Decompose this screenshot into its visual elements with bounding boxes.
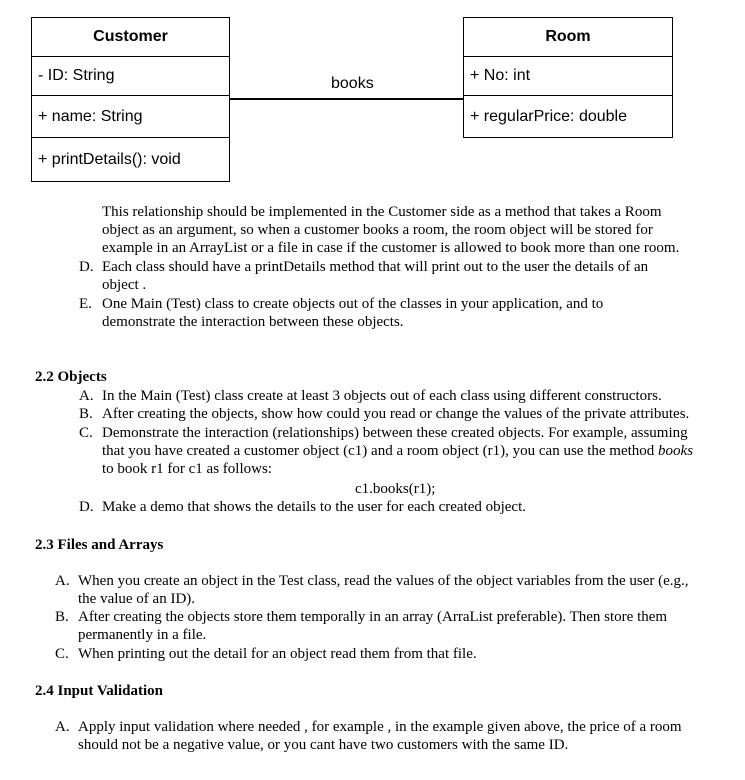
list-item-text: demonstrate the interaction between these objects. <box>102 314 404 330</box>
list-item-text: Apply input validation where needed , for example , in the example given above, the price of a room <box>78 719 682 735</box>
customer-method-printdetails: + printDetails(): void <box>38 151 181 168</box>
section-heading: 2.4 Input Validation <box>35 683 163 699</box>
list-item-text: Each class should have a printDetails method that will print out to the user the details of an <box>102 259 649 275</box>
list-item-text: When printing out the detail for an object read them from that file. <box>78 646 477 662</box>
list-marker: C. <box>79 425 93 441</box>
list-item-text: the value of an ID). <box>78 591 196 607</box>
association-label: books <box>331 75 374 92</box>
paragraph-line: object as an argument, so when a customer books a room, the room object will be stored for <box>102 222 653 238</box>
room-class-title: Room <box>464 18 672 57</box>
list-item-text: Make a demo that shows the details to the user for each created object. <box>102 499 527 515</box>
list-marker: B. <box>55 609 69 625</box>
list-marker: C. <box>55 646 69 662</box>
customer-attr-id: - ID: String <box>32 57 229 96</box>
list-marker: D. <box>79 499 94 515</box>
list-item-text: One Main (Test) class to create objects out of the classes in your application, and to <box>102 296 604 312</box>
room-attr-no: + No: int <box>464 57 672 96</box>
list-item-text: permanently in a file. <box>78 627 207 643</box>
list-marker: A. <box>79 388 94 404</box>
code-example: c1.books(r1); <box>355 481 436 497</box>
room-attr-regularprice: + regularPrice: double <box>470 108 627 125</box>
customer-attr-name: + name: String <box>32 96 229 138</box>
list-item-text: Demonstrate the interaction (relationships) between these created objects. For example, assuming <box>102 425 688 441</box>
list-marker: B. <box>79 406 93 422</box>
list-item-text: After creating the objects store them temporally in an array (ArraList preferable). Then store them <box>78 609 668 625</box>
paragraph-line: This relationship should be implemented in the Customer side as a method that takes a Room <box>102 204 662 220</box>
customer-class-title: Customer <box>32 18 229 57</box>
section-heading: 2.3 Files and Arrays <box>35 537 164 553</box>
list-item-text: object . <box>102 277 147 293</box>
list-marker: D. <box>79 259 94 275</box>
list-marker: A. <box>55 573 70 589</box>
section-heading: 2.2 Objects <box>35 369 107 385</box>
list-item-text-part: that you have created a customer object (c1) and a room object (r1), you can use the method <box>102 443 659 459</box>
list-marker: A. <box>55 719 70 735</box>
list-marker: E. <box>79 296 92 312</box>
method-name-italic: books <box>658 443 694 459</box>
list-item-text: When you create an object in the Test class, read the values of the object variables from the user (e.g., <box>78 573 689 589</box>
paragraph-line: example in an ArrayList or a file in case if the customer is allowed to book more than one room. <box>102 240 680 256</box>
list-item-text: to book r1 for c1 as follows: <box>102 461 272 477</box>
list-item-text: In the Main (Test) class create at least 3 objects out of each class using different constructors. <box>102 388 662 404</box>
list-item-text: should not be a negative value, or you cant have two customers with the same ID. <box>78 737 569 753</box>
list-item-text <box>102 442 693 460</box>
list-item-text: After creating the objects, show how could you read or change the values of the private attributes. <box>102 406 690 422</box>
